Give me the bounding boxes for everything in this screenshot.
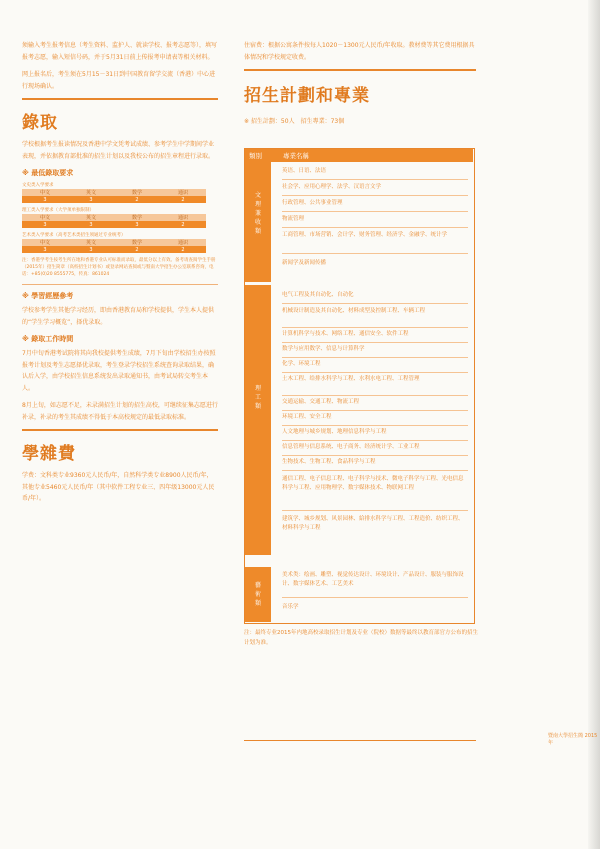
intro-paragraph-2: 网上报名后，考生须在5月15－31日到中国教育留学交流（香港）中心进行现场确认。: [22, 71, 216, 90]
table-value-cell: 3: [22, 221, 68, 228]
major-item: 土木工程、给排水科学与工程、水利水电工程、工程管理: [282, 376, 420, 382]
category-label-arts: 藝 術 類: [254, 582, 261, 607]
major-divider: [282, 303, 468, 304]
table-header-cell: 数学: [114, 189, 160, 196]
admission-note: 注：香港学考生按考生所在地和香港专业认可标准而录取，最低分以上有效。备考请查阅学生手册（2015年）招生简章（高校招生计划书）或登录网站查阅或与暨南大学招生办公室联系咨询，电话：+85(0)20 8555775，传真：861024: [22, 258, 216, 277]
left-column: [22, 40, 218, 511]
requirements-heading: ※ 最低錄取要求: [22, 169, 74, 177]
major-divider: [282, 410, 468, 411]
timeline-heading: ※ 錄取工作時間: [22, 335, 74, 343]
table-value-cell: 3: [114, 221, 160, 228]
table-header-cell: 通识: [160, 189, 206, 196]
major-item: 工商管理、市场营销、会计学、财务管理、经济学、金融学、统计学: [282, 232, 448, 238]
fees-heading: 學雜費: [22, 444, 76, 464]
major-divider: [282, 342, 468, 343]
table-header-cell: 中文: [22, 239, 68, 246]
majors-table-header: [245, 149, 473, 162]
major-item: 计算机科学与技术、网络工程、通信安全、软件工程: [282, 331, 409, 337]
plan-summary: ※ 招生計劃：50人 招生專業：73個: [244, 118, 345, 125]
major-divider: [282, 357, 468, 358]
timeline-paragraph-2: 8月上旬，如志愿不足，未录满招生计划的招生高校，可继续征集志愿进行补录，补录的考生其成绩不得低于本高校规定的最低录取标准。: [22, 402, 218, 421]
major-item: 通信工程、电子信息工程、电子科学与技术、微电子科学与工程、光电信息科学与工程、应用物理学、数字媒体技术、物联网工程: [282, 476, 464, 491]
table-value-cell: 2: [114, 246, 160, 253]
requirement-table: [22, 189, 206, 203]
major-divider: [282, 470, 468, 471]
section-divider: [244, 69, 476, 71]
table-header-cell: 英文: [68, 214, 114, 221]
page-footer: 暨南大學招生簡 2015年: [548, 733, 598, 746]
majors-footnote: 注：最终专业2015年内地高校录取招生计划及专业（院校）数据等最终以教育部官方公布的招生计划为准。: [244, 630, 479, 646]
right-column: [244, 40, 476, 134]
major-divider: [282, 510, 468, 511]
plan-heading: 招生計劃和專業: [244, 86, 370, 106]
table-value-cell: 3: [68, 246, 114, 253]
requirement-table: [22, 214, 206, 228]
major-item: 英语、日语、法语: [282, 168, 327, 174]
major-divider: [282, 455, 468, 456]
table-value-cell: 2: [160, 196, 206, 203]
table-header-cell: 数学: [114, 239, 160, 246]
table-header-cell: 数学: [114, 214, 160, 221]
major-divider: [282, 440, 468, 441]
major-item: 信息管理与信息系统、电子商务、经济统计学、工业工程: [282, 444, 420, 450]
table-header-cell: 通识: [160, 214, 206, 221]
fees-paragraph: 学费：文科类专业9360元人民币/年，自然科学类专业8900人民币/年，其他专业5460元人民币/年（其中软件工程专业三、四年级13000元人民币/年）。: [22, 472, 215, 502]
category-label-liberal-science: 文 理 兼 收 類: [254, 192, 261, 235]
admission-paragraph: 学校根据考生报读情况及香港中学文凭考试成绩、参考学生中学期间学业表现，并依据教育部批准的招生计划以及我校公布的招生章程进行录取。: [22, 141, 215, 160]
timeline-paragraph-1: 7月中旬香港考试院将其向我校提供考生成绩，7月下旬由学校招生办按照报考计划及考生志愿择优录取，考生登录学校招生系统查询录取结果，确认后入学，由学校招生信息系统发出录取通知书，由考试局转交考生本人。: [22, 350, 216, 392]
paper-edge-shadow: [588, 0, 600, 849]
major-divider: [282, 179, 468, 180]
major-divider: [282, 195, 468, 196]
major-item: 电气工程及其自动化、自动化: [282, 292, 354, 298]
major-item: 机械设计制造及其自动化、材料成型及控制工程、车辆工程: [282, 308, 426, 314]
major-divider: [282, 327, 468, 328]
category-label-science-engineering: 理 工 類: [254, 385, 261, 410]
footer-rule: [244, 740, 476, 741]
major-divider: [282, 253, 468, 254]
table-caption: 文史类入学要求: [22, 183, 54, 188]
major-item: 物流管理: [282, 216, 305, 222]
table-header-cell: 中文: [22, 214, 68, 221]
table-value-cell: 3: [68, 221, 114, 228]
major-item: 生物技术、生物工程、食品科学与工程: [282, 459, 376, 465]
section-divider: [22, 429, 218, 431]
major-item: 行政管理、公共事业管理: [282, 200, 343, 206]
major-item: 建筑学、城乡规划、风景园林、給排水科学与工程、工程造价、纺织工程、材料科学与工程: [282, 516, 464, 531]
table-value-cell: 2: [160, 221, 206, 228]
study-experience-paragraph: 学校参考学生其他学习经历，即由香港教育局和学校提供，学生本人提供的“学生学习概览”，择优录取。: [22, 307, 215, 326]
major-item: 数学与应用数学、信息与计算科学: [282, 346, 365, 352]
major-divider: [282, 597, 468, 598]
requirement-table-block: [22, 182, 218, 203]
majors-table: [244, 148, 475, 624]
study-experience-heading: ※ 學習經歷參考: [22, 292, 74, 300]
table-caption: 理工类入学要求（大学须单独限制）: [22, 208, 94, 213]
admission-heading: 錄取: [22, 113, 58, 133]
table-value-cell: 2: [160, 246, 206, 253]
table-header-cell: 通识: [160, 239, 206, 246]
major-divider: [282, 372, 468, 373]
major-divider: [282, 227, 468, 228]
requirement-table-block: [22, 207, 218, 228]
table-value-cell: 3: [68, 196, 114, 203]
table-header-cell: 中文: [22, 189, 68, 196]
accommodation-paragraph: 住宿费：根据公寓条件按每人1020－1300元人民币/年收取。教材费等其它费用根据具体情况和学校规定收费。: [244, 42, 475, 61]
major-column-header: 專業名稱: [283, 152, 309, 160]
table-value-cell: 3: [22, 196, 68, 203]
category-band: [245, 285, 271, 555]
major-item: 社会学、应用心理学、法学、汉语言文学: [282, 184, 382, 190]
requirement-table: [22, 239, 206, 253]
major-item: 化学、环境工程: [282, 361, 321, 367]
intro-paragraph-1: 须输入考生报考信息（考生资料、监护人、就读学校、报考志愿等），填写报考志愿，输入短信号码，并于5月31日前上传报考申请表等相关材料。: [22, 42, 218, 61]
table-caption: 艺术类入学要求（高考艺术类招生须通过专业统考）: [22, 233, 126, 238]
major-item: 新闻学及新闻传播: [282, 260, 327, 266]
major-item: 环境工程、安全工程: [282, 414, 332, 420]
section-divider: [22, 98, 218, 100]
table-value-cell: 2: [114, 196, 160, 203]
major-divider: [282, 425, 468, 426]
major-item: 人文地理与城乡规划、地理信息科学与工程: [282, 429, 387, 435]
table-header-cell: 英文: [68, 189, 114, 196]
category-column-header: 類別: [249, 152, 262, 160]
divider: [22, 284, 218, 285]
major-item: 美术类：绘画、雕塑、视觉传达设计、环境设计、产品设计、服装与服饰设计、数字媒体艺术、工艺美术: [282, 572, 464, 587]
requirement-table-block: [22, 232, 218, 253]
major-item: 音乐学: [282, 604, 299, 610]
table-header-cell: 英文: [68, 239, 114, 246]
table-value-cell: 3: [22, 246, 68, 253]
major-divider: [282, 395, 468, 396]
major-divider: [282, 211, 468, 212]
major-item: 交通运输、交通工程、物流工程: [282, 399, 360, 405]
